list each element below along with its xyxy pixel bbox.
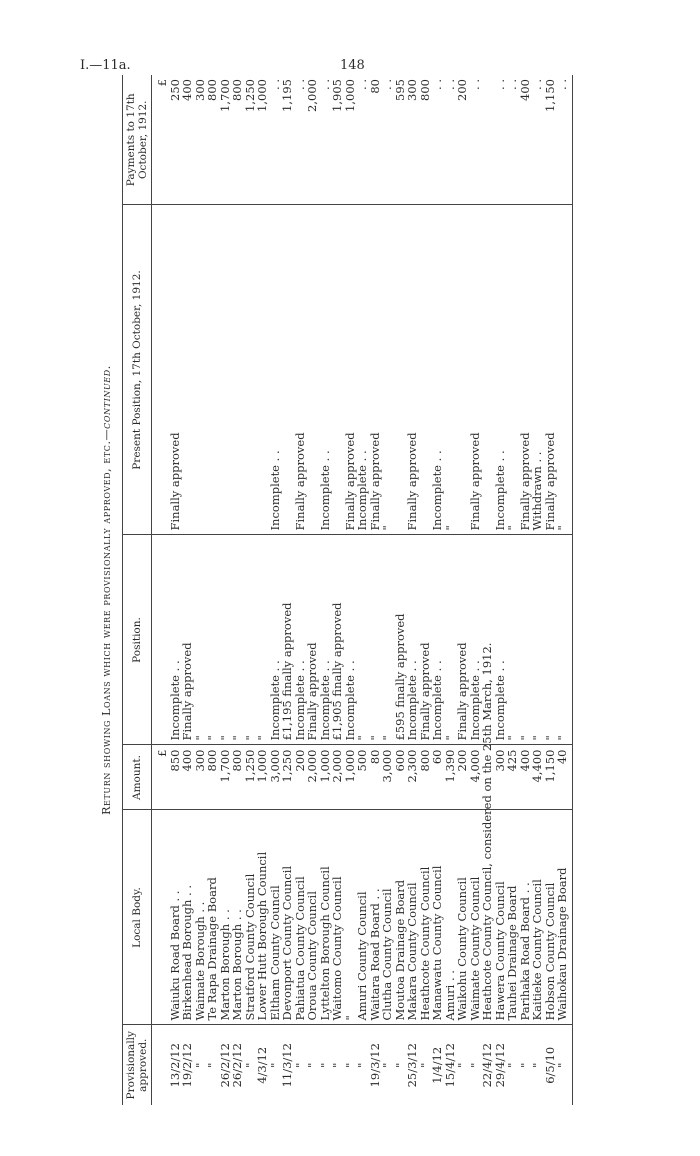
table-row xyxy=(544,75,557,1105)
cell-payments: 595 xyxy=(392,79,407,101)
cell-body: Waimate County Council xyxy=(469,810,482,1025)
cell-body: Amuri . . xyxy=(444,810,457,1025)
cell-payments: 1,000 xyxy=(342,79,357,112)
cell-present: Incomplete . . xyxy=(494,205,507,535)
cell-date: 6/5/10 xyxy=(544,1025,557,1105)
cell-amount: 1,000 xyxy=(256,745,269,810)
cell-position xyxy=(152,535,169,745)
cell-present: Finally approved xyxy=(294,205,307,535)
cell-present xyxy=(152,205,169,535)
table-header-row xyxy=(123,75,152,1105)
col-header-approved: Provisionally approved. xyxy=(123,1025,152,1105)
cell-date: 25/3/12 xyxy=(406,1025,419,1105)
cell-amount: 60 xyxy=(431,745,444,810)
cell-position: " xyxy=(506,535,519,745)
cell-date: 1/4/12 xyxy=(431,1025,444,1105)
cell-present: " xyxy=(506,205,519,535)
cell-amount: 2,300 xyxy=(406,745,419,810)
cell-amount: 850 xyxy=(169,745,182,810)
cell-payments: 1,250 xyxy=(242,79,257,112)
cell-present xyxy=(306,205,319,535)
cell-amount: 1,390 xyxy=(444,745,457,810)
cell-body: Kaitieke County Council xyxy=(531,810,544,1025)
cell-amount: 200 xyxy=(294,745,307,810)
cell-date: " xyxy=(506,1025,519,1105)
cell-body: Heathcote County Council, considered on the 25th March, 1912. xyxy=(481,810,494,1025)
cell-position: " xyxy=(444,535,457,745)
cell-date: 26/2/12 xyxy=(231,1025,244,1105)
cell-payments: £ xyxy=(155,79,170,87)
cell-body: " xyxy=(344,810,357,1025)
cell-position: Incomplete . . xyxy=(169,535,182,745)
cell-present: Finally approved xyxy=(169,205,182,535)
table-row xyxy=(419,75,432,1105)
table-row xyxy=(394,75,407,1105)
cell-date: " xyxy=(356,1025,369,1105)
table-row xyxy=(281,75,294,1105)
cell-body: Waitara Road Board . . xyxy=(369,810,382,1025)
cell-date: " xyxy=(344,1025,357,1105)
cell-amount: 1,250 xyxy=(244,745,257,810)
table-row xyxy=(256,75,269,1105)
cell-date: 15/4/12 xyxy=(444,1025,457,1105)
cell-position: Incomplete . . xyxy=(494,535,507,745)
cell-amount: 2,000 xyxy=(306,745,319,810)
cell-body: Marton Borough . . xyxy=(219,810,232,1025)
cell-position: £595 finally approved xyxy=(394,535,407,745)
cell-amount: 4,400 xyxy=(531,745,544,810)
page-number: 148 xyxy=(340,58,365,73)
table-row xyxy=(344,75,357,1105)
table-row xyxy=(244,75,257,1105)
cell-present xyxy=(206,205,219,535)
cell-position: " xyxy=(369,535,382,745)
table-row xyxy=(444,75,457,1105)
cell-date: 19/3/12 xyxy=(369,1025,382,1105)
loans-table xyxy=(122,75,573,1105)
cell-payments: . . xyxy=(380,79,395,90)
cell-amount: 4,000 xyxy=(469,745,482,810)
cell-position: " xyxy=(556,535,572,745)
cell-date: " xyxy=(306,1025,319,1105)
table-row xyxy=(306,75,319,1105)
cell-body: Waiuku Road Board . . xyxy=(169,810,182,1025)
cell-present: Incomplete . . xyxy=(431,205,444,535)
cell-body: Makara County Council xyxy=(406,810,419,1025)
cell-body: Eltham County Council xyxy=(269,810,282,1025)
cell-amount: 400 xyxy=(181,745,194,810)
cell-present xyxy=(181,205,194,535)
cell-present: " xyxy=(381,205,394,535)
cell-present: Finally approved xyxy=(469,205,482,535)
table-row xyxy=(431,75,444,1105)
cell-date: 26/2/12 xyxy=(219,1025,232,1105)
cell-amount: 400 xyxy=(519,745,532,810)
cell-amount: 3,000 xyxy=(269,745,282,810)
cell-body: Waihokau Drainage Board xyxy=(556,810,572,1025)
cell-payments: . . xyxy=(467,79,482,90)
cell-payments: . . xyxy=(355,79,370,90)
cell-date: 19/2/12 xyxy=(181,1025,194,1105)
cell-position: Finally approved xyxy=(419,535,432,745)
cell-date: 13/2/12 xyxy=(169,1025,182,1105)
table-row xyxy=(369,75,382,1105)
cell-date: " xyxy=(469,1025,482,1105)
table-row xyxy=(519,75,532,1105)
table-row xyxy=(331,75,344,1105)
table-row xyxy=(456,75,469,1105)
cell-position: Incomplete . . xyxy=(344,535,357,745)
table-row xyxy=(381,75,394,1105)
cell-present: Incomplete . . xyxy=(319,205,332,535)
cell-date: " xyxy=(206,1025,219,1105)
cell-present xyxy=(219,205,232,535)
cell-body: Manawatu County Council xyxy=(431,810,444,1025)
cell-payments: 800 xyxy=(230,79,245,101)
cell-date: " xyxy=(394,1025,407,1105)
cell-body: Lower Hutt Borough Council xyxy=(256,810,269,1025)
cell-present: Finally approved xyxy=(544,205,557,535)
cell-present: Incomplete . . xyxy=(356,205,369,535)
cell-amount: 1,000 xyxy=(344,745,357,810)
cell-date: 4/3/12 xyxy=(256,1025,269,1105)
cell-payments: 1,905 xyxy=(330,79,345,112)
cell-payments: . . xyxy=(430,79,445,90)
cell-position: " xyxy=(356,535,369,745)
cell-position: Finally approved xyxy=(306,535,319,745)
rotated-table-container xyxy=(100,75,605,1105)
cell-body: Clutha County Council xyxy=(381,810,394,1025)
cell-body: Oroua County Council xyxy=(306,810,319,1025)
table-row xyxy=(231,75,244,1105)
cell-body: Amuri County Council xyxy=(356,810,369,1025)
cell-amount: 500 xyxy=(356,745,369,810)
table-row xyxy=(169,75,182,1105)
cell-body: Hobson County Council xyxy=(544,810,557,1025)
table-row xyxy=(194,75,207,1105)
table-title-continued: —continued. xyxy=(100,365,113,441)
cell-payments: . . xyxy=(492,79,507,90)
cell-date: " xyxy=(381,1025,394,1105)
col-header-amount: Amount. xyxy=(123,745,152,810)
table-row xyxy=(219,75,232,1105)
cell-date: " xyxy=(194,1025,207,1105)
cell-position: " xyxy=(244,535,257,745)
cell-payments: 800 xyxy=(417,79,432,101)
cell-payments: 1,195 xyxy=(280,79,295,112)
cell-present: Finally approved xyxy=(519,205,532,535)
cell-body: Stratford County Council xyxy=(244,810,257,1025)
cell-body: Moutoa Drainage Board xyxy=(394,810,407,1025)
cell-position: " xyxy=(381,535,394,745)
cell-amount: 200 xyxy=(456,745,469,810)
cell-position: £1,905 finally approved xyxy=(331,535,344,745)
cell-payments: . . xyxy=(317,79,332,90)
cell-present: Incomplete . . xyxy=(269,205,282,535)
cell-body xyxy=(152,810,169,1025)
cell-date: " xyxy=(319,1025,332,1105)
table-row xyxy=(181,75,194,1105)
cell-date: " xyxy=(456,1025,469,1105)
cell-body: Waimate Borough . . xyxy=(194,810,207,1025)
cell-present: Finally approved xyxy=(406,205,419,535)
cell-position: " xyxy=(219,535,232,745)
cell-present xyxy=(231,205,244,535)
cell-position: Incomplete . . xyxy=(406,535,419,745)
cell-body: Pahiatua County Council xyxy=(294,810,307,1025)
table-row xyxy=(469,75,482,1105)
cell-date: 11/3/12 xyxy=(281,1025,294,1105)
cell-payments: 1,700 xyxy=(217,79,232,112)
cell-position: £1,195 finally approved xyxy=(281,535,294,745)
cell-amount: 425 xyxy=(506,745,519,810)
cell-amount: 800 xyxy=(231,745,244,810)
cell-body: Devonport County Council xyxy=(281,810,294,1025)
cell-payments: 1,150 xyxy=(542,79,557,112)
cell-present xyxy=(281,205,294,535)
cell-amount: 40 xyxy=(556,745,572,810)
table-row xyxy=(152,75,169,1105)
cell-body: Te Rapa Drainage Board xyxy=(206,810,219,1025)
cell-present xyxy=(394,205,407,535)
cell-body: Marton Borough . . xyxy=(231,810,244,1025)
table-row xyxy=(494,75,507,1105)
cell-position: Finally approved xyxy=(181,535,194,745)
cell-date: " xyxy=(244,1025,257,1105)
table-row xyxy=(206,75,219,1105)
cell-date xyxy=(152,1025,169,1105)
page-code: I.—11a. xyxy=(80,58,131,73)
cell-body: Birkenhead Borough . . xyxy=(181,810,194,1025)
cell-payments: 400 xyxy=(517,79,532,101)
cell-date: " xyxy=(294,1025,307,1105)
cell-position: " xyxy=(231,535,244,745)
cell-position: " xyxy=(256,535,269,745)
cell-amount: 1,000 xyxy=(319,745,332,810)
cell-amount: 800 xyxy=(419,745,432,810)
table-row xyxy=(406,75,419,1105)
cell-payments xyxy=(481,75,494,205)
cell-date: " xyxy=(519,1025,532,1105)
cell-body: Heathcote County Council xyxy=(419,810,432,1025)
cell-date: " xyxy=(531,1025,544,1105)
cell-present: Withdrawn . . xyxy=(531,205,544,535)
table-row xyxy=(269,75,282,1105)
table-row xyxy=(556,75,572,1105)
cell-payments: 80 xyxy=(367,79,382,94)
cell-amount: 1,150 xyxy=(544,745,557,810)
cell-date: 29/4/12 xyxy=(494,1025,507,1105)
cell-amount: 1,700 xyxy=(219,745,232,810)
cell-position: Incomplete . . xyxy=(294,535,307,745)
cell-present xyxy=(419,205,432,535)
cell-body: Tauhei Drainage Board xyxy=(506,810,519,1025)
cell-amount: 2,000 xyxy=(331,745,344,810)
cell-date: " xyxy=(556,1025,572,1105)
cell-payments: . . xyxy=(267,79,282,90)
cell-payments: . . xyxy=(292,79,307,90)
cell-present xyxy=(481,205,494,535)
table-row xyxy=(294,75,307,1105)
cell-payments: 800 xyxy=(205,79,220,101)
cell-position: Incomplete . . xyxy=(269,535,282,745)
cell-position: " xyxy=(531,535,544,745)
cell-present xyxy=(244,205,257,535)
cell-payments: . . xyxy=(530,79,545,90)
cell-position: " xyxy=(544,535,557,745)
cell-amount: 300 xyxy=(494,745,507,810)
cell-present xyxy=(456,205,469,535)
cell-date: " xyxy=(269,1025,282,1105)
cell-position: " xyxy=(206,535,219,745)
cell-present xyxy=(256,205,269,535)
cell-position: " xyxy=(519,535,532,745)
cell-amount: 1,250 xyxy=(281,745,294,810)
cell-present: " xyxy=(444,205,457,535)
cell-amount: 300 xyxy=(194,745,207,810)
cell-date: " xyxy=(419,1025,432,1105)
cell-amount: £ xyxy=(152,745,169,810)
table-title-text: Return showing Loans which were provisionally approved, etc. xyxy=(100,440,113,815)
cell-payments: 400 xyxy=(180,79,195,101)
table-row xyxy=(506,75,519,1105)
cell-amount: 3,000 xyxy=(381,745,394,810)
cell-date: " xyxy=(331,1025,344,1105)
cell-payments: . . xyxy=(556,75,572,205)
cell-body: Waitomo County Council xyxy=(331,810,344,1025)
cell-payments: 250 xyxy=(167,79,182,101)
table-title xyxy=(100,75,113,1105)
cell-amount: 80 xyxy=(369,745,382,810)
cell-payments: . . xyxy=(505,79,520,90)
cell-position: Incomplete . . xyxy=(431,535,444,745)
cell-position: " xyxy=(194,535,207,745)
cell-body: Lyttelton Borough Council xyxy=(319,810,332,1025)
cell-amount: 800 xyxy=(206,745,219,810)
cell-position: Incomplete . . xyxy=(319,535,332,745)
cell-body: Waikohu County Council xyxy=(456,810,469,1025)
cell-present: Finally approved xyxy=(344,205,357,535)
cell-payments: 1,000 xyxy=(255,79,270,112)
cell-present: Finally approved xyxy=(369,205,382,535)
col-header-position: Position. xyxy=(123,535,152,745)
table-row xyxy=(481,75,494,1105)
table-row xyxy=(319,75,332,1105)
cell-payments: 300 xyxy=(192,79,207,101)
cell-payments: . . xyxy=(442,79,457,90)
cell-payments: 200 xyxy=(455,79,470,101)
col-header-present: Present Position, 17th October, 1912. xyxy=(123,205,152,535)
cell-present xyxy=(194,205,207,535)
cell-position: Incomplete . . xyxy=(469,535,482,745)
col-header-body: Local Body. xyxy=(123,810,152,1025)
cell-date: 22/4/12 xyxy=(481,1025,494,1105)
cell-body: Parihaka Road Board . . xyxy=(519,810,532,1025)
cell-payments: 300 xyxy=(405,79,420,101)
table-row xyxy=(356,75,369,1105)
cell-amount: 600 xyxy=(394,745,407,810)
col-header-payments: Payments to 17th October, 1912. xyxy=(123,75,152,205)
cell-present: " xyxy=(556,205,572,535)
cell-payments: 2,000 xyxy=(305,79,320,112)
cell-position: Finally approved xyxy=(456,535,469,745)
table-row xyxy=(531,75,544,1105)
cell-body: Hawera County Council xyxy=(494,810,507,1025)
cell-present xyxy=(331,205,344,535)
